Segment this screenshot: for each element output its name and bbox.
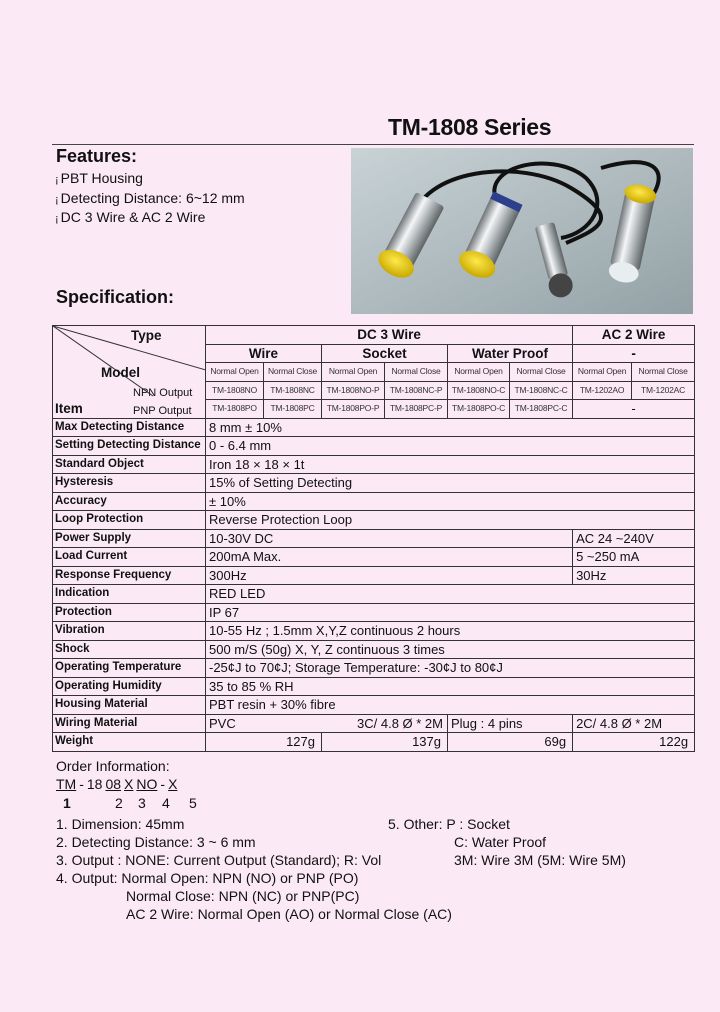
order-code: TM - 18 08 X NO - X <box>56 776 178 792</box>
mode-cell: Normal Close <box>264 363 322 382</box>
wiring-socket-cell: Plug : 4 pins <box>448 714 573 733</box>
table-row: Accuracy ± 10% <box>53 492 695 511</box>
order-line: C: Water Proof <box>454 834 547 850</box>
pnp-model-cell: TM-1808PO-P <box>322 400 385 419</box>
table-row: Response Frequency 300Hz 30Hz <box>53 566 695 585</box>
table-row: Load Current 200mA Max. 5 ~250 mA <box>53 548 695 567</box>
table-row: Setting Detecting Distance 0 - 6.4 mm <box>53 437 695 456</box>
order-line: 3. Output : NONE: Current Output (Standard); R: Vol <box>56 852 382 868</box>
order-line: 3M: Wire 3M (5M: Wire 5M) <box>454 852 626 868</box>
order-line: 2. Detecting Distance: 3 ~ 6 mm <box>56 834 256 850</box>
item-label: Item <box>55 401 83 416</box>
bullet-icon: ¡ <box>55 194 59 206</box>
pnp-model-cell: TM-1808PO-C <box>448 400 510 419</box>
wiring-row: Wiring Material PVC 3C/ 4.8 Ø * 2M Plug : 4 pins 2C/ 4.8 Ø * 2M <box>53 714 695 733</box>
table-row: Hysteresis 15% of Setting Detecting <box>53 474 695 493</box>
pnp-model-cell: TM-1808PC-P <box>385 400 448 419</box>
order-line: 4. Output: Normal Open: NPN (NO) or PNP (PO) <box>56 870 359 886</box>
table-row: Loop Protection Reverse Protection Loop <box>53 511 695 530</box>
ac-subheader: - <box>573 344 695 363</box>
specification-heading: Specification: <box>56 287 175 307</box>
table-row: Operating Temperature -25¢J to 70¢J; Storage Temperature: -30¢J to 80¢J <box>53 659 695 678</box>
pnp-model-cell: TM-1808PC <box>264 400 322 419</box>
table-row: Shock 500 m/S (50g) X, Y, Z continuous 3 times <box>53 640 695 659</box>
pnp-output-label: PNP Output <box>133 405 192 417</box>
table-corner-header <box>53 326 206 419</box>
npn-model-cell: TM-1202AC <box>632 381 695 400</box>
pnp-model-cell: TM-1808PO <box>206 400 264 419</box>
npn-model-cell: TM-1808NO <box>206 381 264 400</box>
specification-table <box>52 325 695 752</box>
npn-model-cell: TM-1202AO <box>573 381 632 400</box>
order-line: 5. Other: P : Socket <box>388 816 510 832</box>
table-row: Indication RED LED <box>53 585 695 604</box>
product-photo <box>351 148 693 314</box>
table-row: Operating Humidity 35 to 85 % RH <box>53 677 695 696</box>
order-line: Normal Close: NPN (NC) or PNP(PC) <box>126 888 360 904</box>
table-row: Max Detecting Distance 8 mm ± 10% <box>53 418 695 437</box>
mode-cell: Normal Open <box>322 363 385 382</box>
npn-model-cell: TM-1808NO-P <box>322 381 385 400</box>
weight-row: Weight 127g 137g 69g 122g <box>53 733 695 752</box>
table-row: Standard Object Iron 18 × 18 × 1t <box>53 455 695 474</box>
feature-item: ¡ Detecting Distance: 6~12 mm <box>55 190 245 206</box>
weight-socket-cell: 137g <box>322 733 448 752</box>
npn-model-cell: TM-1808NO-C <box>448 381 510 400</box>
model-label: Model <box>101 365 140 380</box>
npn-model-cell: TM-1808NC-P <box>385 381 448 400</box>
weight-wire-cell: 127g <box>206 733 322 752</box>
ac-2-wire-header: AC 2 Wire <box>573 326 695 345</box>
water-proof-header: Water Proof <box>448 344 573 363</box>
feature-item: ¡ DC 3 Wire & AC 2 Wire <box>55 209 206 225</box>
mode-cell: Normal Open <box>573 363 632 382</box>
order-heading: Order Information: <box>56 758 170 774</box>
pnp-ac-cell: - <box>573 400 695 419</box>
page-title: TM-1808 Series <box>388 114 552 140</box>
socket-header: Socket <box>322 344 448 363</box>
features-heading: Features: <box>56 146 138 166</box>
wire-header: Wire <box>206 344 322 363</box>
dc-3-wire-header: DC 3 Wire <box>206 326 573 345</box>
mode-cell: Normal Open <box>206 363 264 382</box>
npn-output-label: NPN Output <box>133 387 193 399</box>
weight-ac-cell: 122g <box>573 733 695 752</box>
bullet-icon: ¡ <box>55 174 59 186</box>
weight-waterproof-cell: 69g <box>448 733 573 752</box>
mode-cell: Normal Open <box>448 363 510 382</box>
mode-cell: Normal Close <box>632 363 695 382</box>
table-row: Power Supply 10-30V DC AC 24 ~240V <box>53 529 695 548</box>
pnp-model-cell: TM-1808PC-C <box>510 400 573 419</box>
mode-cell: Normal Close <box>385 363 448 382</box>
table-row: Vibration 10-55 Hz ; 1.5mm X,Y,Z continuous 2 hours <box>53 622 695 641</box>
table-row: Protection IP 67 <box>53 603 695 622</box>
order-line: 1. Dimension: 45mm <box>56 816 185 832</box>
feature-item: ¡ PBT Housing <box>55 170 143 186</box>
npn-model-cell: TM-1808NC <box>264 381 322 400</box>
title-divider <box>52 144 694 145</box>
table-row: Housing Material PBT resin + 30% fibre <box>53 696 695 715</box>
mode-cell: Normal Close <box>510 363 573 382</box>
bullet-icon: ¡ <box>55 213 59 225</box>
type-label: Type <box>131 328 162 343</box>
npn-model-cell: TM-1808NC-C <box>510 381 573 400</box>
order-line: AC 2 Wire: Normal Open (AO) or Normal Close (AC) <box>126 906 452 922</box>
wiring-wire-cell: PVC 3C/ 4.8 Ø * 2M <box>206 714 448 733</box>
wiring-ac-cell: 2C/ 4.8 Ø * 2M <box>573 714 695 733</box>
